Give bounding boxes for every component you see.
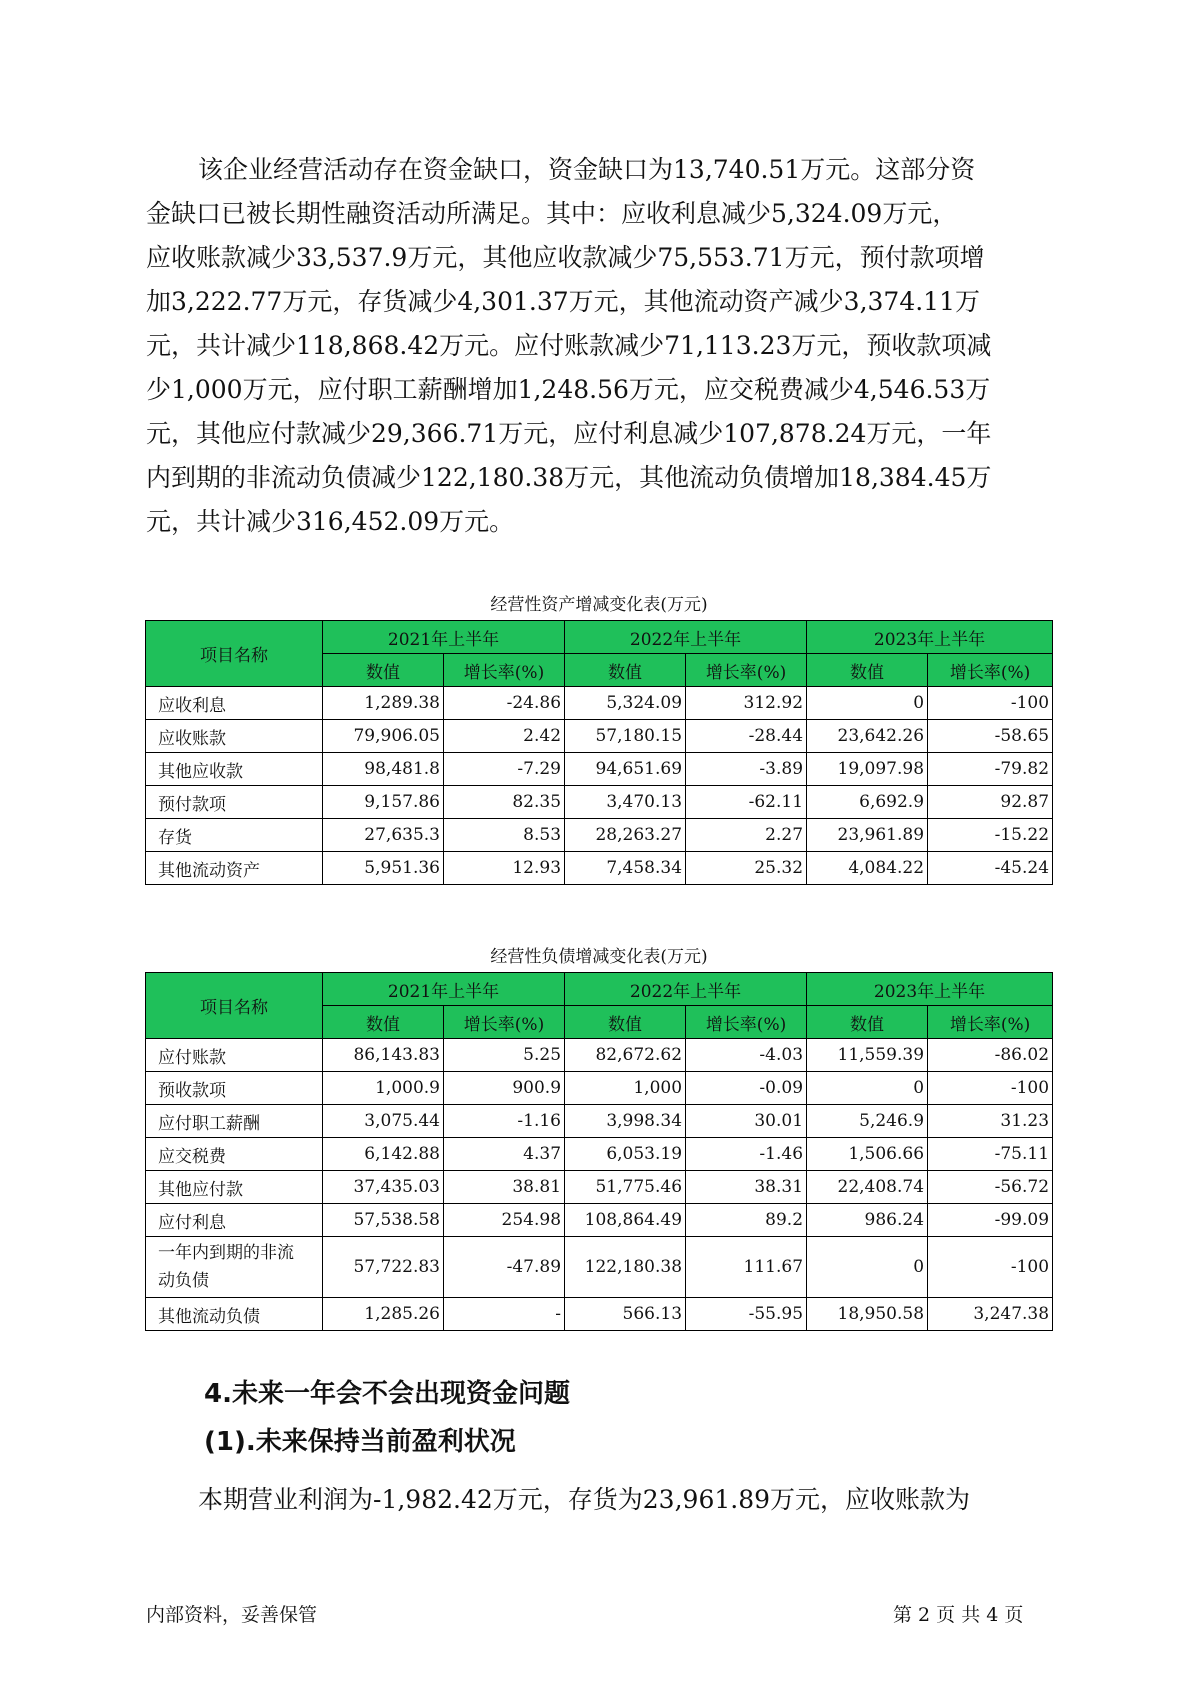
- cell-growth-rate: 5.25: [444, 1039, 565, 1072]
- cell-value: 51,775.46: [565, 1171, 686, 1204]
- cell-value: 1,000: [565, 1072, 686, 1105]
- cell-growth-rate: -0.09: [686, 1072, 807, 1105]
- row-item-name: 预付款项: [146, 786, 323, 819]
- paragraph-line: 该企业经营活动存在资金缺口，资金缺口为13,740.51万元。这部分资: [198, 155, 976, 184]
- cell-growth-rate: 31.23: [928, 1105, 1053, 1138]
- cell-growth-rate: 12.93: [444, 852, 565, 885]
- cell-value: 23,961.89: [807, 819, 928, 852]
- cell-value: 82,672.62: [565, 1039, 686, 1072]
- row-item-name: 应交税费: [146, 1138, 323, 1171]
- cell-value: 37,435.03: [323, 1171, 444, 1204]
- table-row: [146, 1204, 1053, 1237]
- cell-growth-rate: -100: [928, 1237, 1053, 1298]
- cell-value: 1,000.9: [323, 1072, 444, 1105]
- footer-confidential-note: 内部资料，妥善保管: [146, 1604, 318, 1626]
- cell-value: 18,950.58: [807, 1298, 928, 1331]
- cell-value: 0: [807, 1072, 928, 1105]
- cell-growth-rate: -79.82: [928, 753, 1053, 786]
- header-value: 数值: [323, 1006, 444, 1039]
- cell-value: 0: [807, 687, 928, 720]
- paragraph-line: 应收账款减少33,537.9万元，其他应收款减少75,553.71万元，预付款项增: [146, 243, 985, 272]
- cell-value: 1,289.38: [323, 687, 444, 720]
- cell-growth-rate: -15.22: [928, 819, 1053, 852]
- table-row: [146, 1039, 1053, 1072]
- cell-growth-rate: -28.44: [686, 720, 807, 753]
- paragraph-line: 元，其他应付款减少29,366.71万元，应付利息减少107,878.24万元，一年: [146, 419, 992, 448]
- header-growth: 增长率(%): [686, 1006, 807, 1039]
- cell-value: 19,097.98: [807, 753, 928, 786]
- paragraph-line: 元，共计减少316,452.09万元。: [146, 507, 515, 536]
- header-value: 数值: [565, 1006, 686, 1039]
- header-item-name: 项目名称: [146, 973, 323, 1039]
- table-row: [146, 1237, 1053, 1298]
- cell-value: 5,951.36: [323, 852, 444, 885]
- cell-growth-rate: -24.86: [444, 687, 565, 720]
- table-row: [146, 786, 1053, 819]
- row-item-name: 应付账款: [146, 1039, 323, 1072]
- header-value: 数值: [323, 654, 444, 687]
- cell-growth-rate: -4.03: [686, 1039, 807, 1072]
- cell-growth-rate: 30.01: [686, 1105, 807, 1138]
- cell-growth-rate: -56.72: [928, 1171, 1053, 1204]
- cell-value: 27,635.3: [323, 819, 444, 852]
- table-row: [146, 1105, 1053, 1138]
- table-row: [146, 1298, 1053, 1331]
- cell-value: 6,142.88: [323, 1138, 444, 1171]
- cell-growth-rate: 89.2: [686, 1204, 807, 1237]
- paragraph-line: 元，共计减少118,868.42万元。应付账款减少71,113.23万元，预收款项减: [146, 331, 992, 360]
- paragraph-line: 加3,222.77万元，存货减少4,301.37万元，其他流动资产减少3,374.11万: [146, 287, 980, 316]
- cell-value: 4,084.22: [807, 852, 928, 885]
- cell-growth-rate: 25.32: [686, 852, 807, 885]
- cell-value: 57,180.15: [565, 720, 686, 753]
- cell-growth-rate: 312.92: [686, 687, 807, 720]
- row-item-name: 应收利息: [146, 687, 323, 720]
- cell-growth-rate: -100: [928, 1072, 1053, 1105]
- header-period: 2023年上半年: [807, 973, 1053, 1006]
- header-growth: 增长率(%): [444, 1006, 565, 1039]
- header-item-name: 项目名称: [146, 621, 323, 687]
- cell-value: 5,324.09: [565, 687, 686, 720]
- cell-value: 94,651.69: [565, 753, 686, 786]
- cell-value: 0: [807, 1237, 928, 1298]
- row-item-name: 应收账款: [146, 720, 323, 753]
- cell-value: 9,157.86: [323, 786, 444, 819]
- intro-paragraph: [146, 148, 1046, 544]
- cell-value: 28,263.27: [565, 819, 686, 852]
- header-value: 数值: [565, 654, 686, 687]
- row-item-name: 其他流动资产: [146, 852, 323, 885]
- section-heading: 4.未来一年会不会出现资金问题: [204, 1379, 570, 1409]
- cell-value: 7,458.34: [565, 852, 686, 885]
- cell-value: 122,180.38: [565, 1237, 686, 1298]
- cell-growth-rate: -3.89: [686, 753, 807, 786]
- cell-growth-rate: -47.89: [444, 1237, 565, 1298]
- table-row: [146, 852, 1053, 885]
- cell-growth-rate: 92.87: [928, 786, 1053, 819]
- cell-growth-rate: -45.24: [928, 852, 1053, 885]
- liabilities-table-caption: 经营性负债增减变化表(万元): [490, 947, 708, 967]
- cell-growth-rate: 254.98: [444, 1204, 565, 1237]
- row-item-name: 其他应收款: [146, 753, 323, 786]
- cell-growth-rate: 111.67: [686, 1237, 807, 1298]
- assets-table: [145, 620, 1053, 885]
- table-row: [146, 720, 1053, 753]
- cell-growth-rate: 38.31: [686, 1171, 807, 1204]
- row-item-name: 其他流动负债: [146, 1298, 323, 1331]
- cell-growth-rate: -99.09: [928, 1204, 1053, 1237]
- paragraph-line: 少1,000万元，应付职工薪酬增加1,248.56万元，应交税费减少4,546.53万: [146, 375, 991, 404]
- cell-value: 86,143.83: [323, 1039, 444, 1072]
- paragraph-line: 内到期的非流动负债减少122,180.38万元，其他流动负债增加18,384.45万: [146, 463, 992, 492]
- cell-growth-rate: -55.95: [686, 1298, 807, 1331]
- header-growth: 增长率(%): [928, 1006, 1053, 1039]
- table-row: [146, 1138, 1053, 1171]
- cell-growth-rate: -1.16: [444, 1105, 565, 1138]
- cell-growth-rate: -58.65: [928, 720, 1053, 753]
- cell-growth-rate: 82.35: [444, 786, 565, 819]
- cell-value: 11,559.39: [807, 1039, 928, 1072]
- row-item-name: [146, 1237, 323, 1298]
- cell-growth-rate: 4.37: [444, 1138, 565, 1171]
- header-value: 数值: [807, 1006, 928, 1039]
- cell-value: 1,506.66: [807, 1138, 928, 1171]
- header-growth: 增长率(%): [444, 654, 565, 687]
- cell-value: 57,538.58: [323, 1204, 444, 1237]
- cell-growth-rate: -75.11: [928, 1138, 1053, 1171]
- table-row: [146, 687, 1053, 720]
- row-item-name-line: 一年内到期的非流: [158, 1243, 294, 1263]
- cell-growth-rate: -100: [928, 687, 1053, 720]
- cell-value: 108,864.49: [565, 1204, 686, 1237]
- table-row: [146, 1171, 1053, 1204]
- header-growth: 增长率(%): [686, 654, 807, 687]
- cell-value: 6,692.9: [807, 786, 928, 819]
- row-item-name-line: 动负债: [158, 1271, 209, 1291]
- cell-value: 57,722.83: [323, 1237, 444, 1298]
- row-item-name: 存货: [146, 819, 323, 852]
- cell-value: 3,075.44: [323, 1105, 444, 1138]
- cell-growth-rate: -86.02: [928, 1039, 1053, 1072]
- cell-growth-rate: 8.53: [444, 819, 565, 852]
- cell-value: 3,470.13: [565, 786, 686, 819]
- header-value: 数值: [807, 654, 928, 687]
- header-period: 2023年上半年: [807, 621, 1053, 654]
- row-item-name: 应付职工薪酬: [146, 1105, 323, 1138]
- cell-growth-rate: -: [444, 1298, 565, 1331]
- cell-growth-rate: 38.81: [444, 1171, 565, 1204]
- table-row: [146, 1072, 1053, 1105]
- header-period: 2022年上半年: [565, 973, 807, 1006]
- cell-value: 23,642.26: [807, 720, 928, 753]
- cell-growth-rate: -7.29: [444, 753, 565, 786]
- subsection-heading: (1).未来保持当前盈利状况: [204, 1427, 516, 1457]
- table-row: [146, 753, 1053, 786]
- cell-value: 98,481.8: [323, 753, 444, 786]
- cell-growth-rate: -62.11: [686, 786, 807, 819]
- paragraph-line: 金缺口已被长期性融资活动所满足。其中：应收利息减少5,324.09万元，: [146, 199, 958, 228]
- cell-value: 79,906.05: [323, 720, 444, 753]
- cell-value: 566.13: [565, 1298, 686, 1331]
- cell-value: 6,053.19: [565, 1138, 686, 1171]
- cell-growth-rate: 2.42: [444, 720, 565, 753]
- profit-paragraph: [146, 1478, 1046, 1522]
- cell-growth-rate: 900.9: [444, 1072, 565, 1105]
- cell-value: 986.24: [807, 1204, 928, 1237]
- footer-page-number: 第 2 页 共 4 页: [893, 1604, 1024, 1626]
- row-item-name: 预收款项: [146, 1072, 323, 1105]
- cell-value: 3,998.34: [565, 1105, 686, 1138]
- cell-growth-rate: 3,247.38: [928, 1298, 1053, 1331]
- row-item-name: 其他应付款: [146, 1171, 323, 1204]
- table-row: [146, 819, 1053, 852]
- cell-value: 1,285.26: [323, 1298, 444, 1331]
- cell-value: 5,246.9: [807, 1105, 928, 1138]
- cell-growth-rate: 2.27: [686, 819, 807, 852]
- cell-value: 22,408.74: [807, 1171, 928, 1204]
- row-item-name: 应付利息: [146, 1204, 323, 1237]
- header-period: 2021年上半年: [323, 621, 565, 654]
- header-period: 2022年上半年: [565, 621, 807, 654]
- header-period: 2021年上半年: [323, 973, 565, 1006]
- liabilities-table: [145, 972, 1053, 1331]
- header-growth: 增长率(%): [928, 654, 1053, 687]
- cell-growth-rate: -1.46: [686, 1138, 807, 1171]
- assets-table-caption: 经营性资产增减变化表(万元): [490, 595, 708, 615]
- paragraph-line: 本期营业利润为-1,982.42万元，存货为23,961.89万元，应收账款为: [198, 1485, 971, 1514]
